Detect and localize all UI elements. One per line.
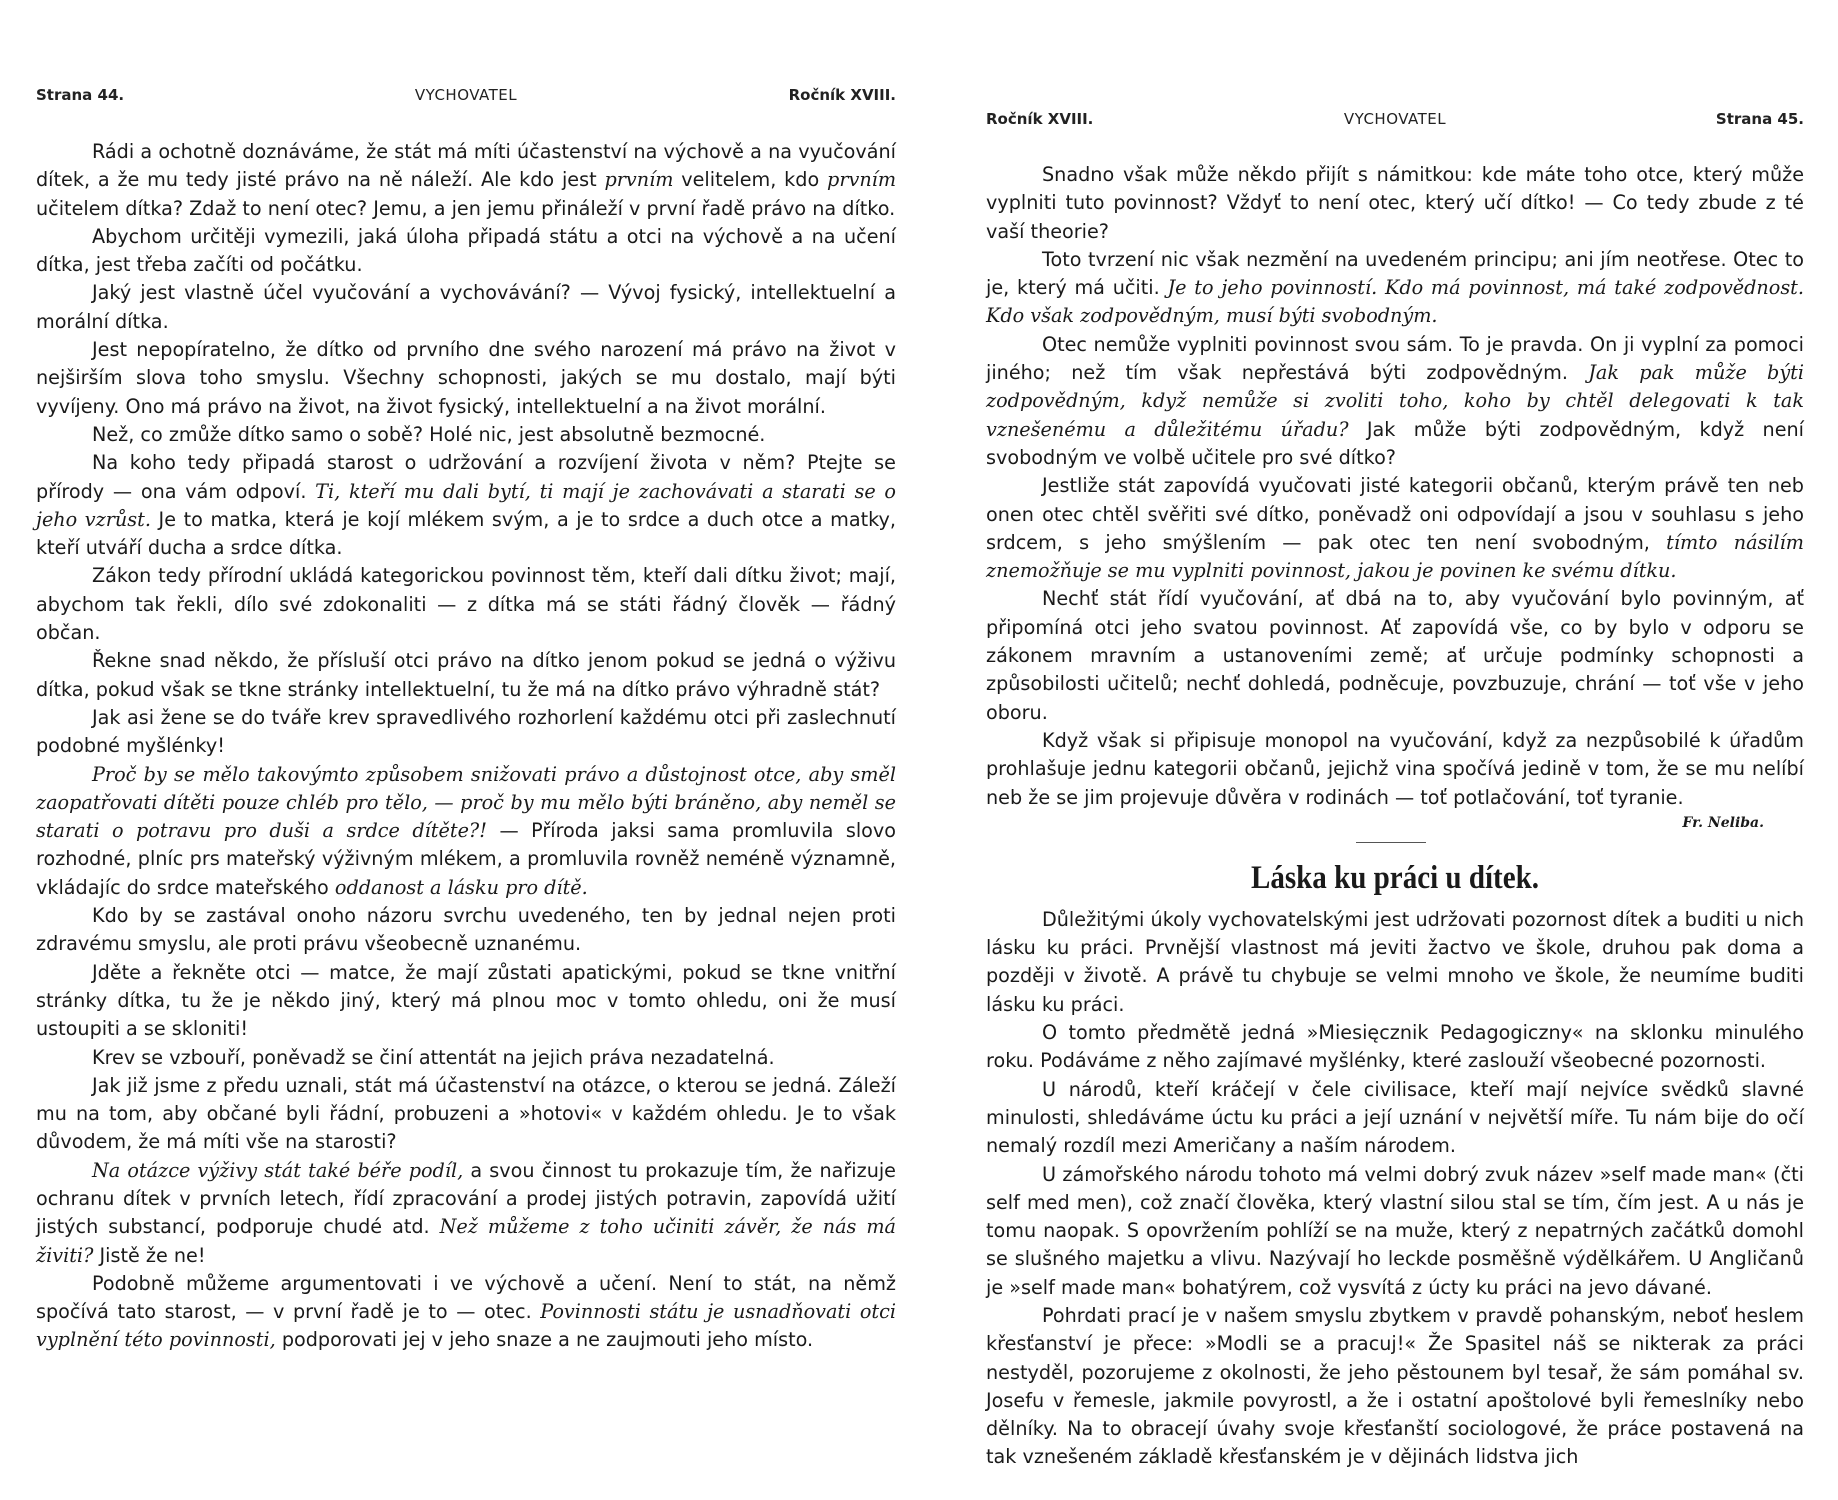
article-one-continuation (986, 161, 1804, 812)
paragraph (36, 279, 896, 336)
text-run: Kdo by se zastával onoho názoru svrchu uvedeného, ten by jednal nejen proti zdravému smyslu, ale proti právu všeobecně uznanému. (36, 904, 896, 956)
text-run: Jaký jest vlastně účel vyučování a vychovávání? — Vývoj fysický, intellektuelní a morální dítka. (36, 281, 896, 333)
paragraph (986, 246, 1804, 331)
text-run: Rádi a ochotně doznáváme, že stát má míti účastenství na výchově a na vyučování dítek, a že mu tedy jisté právo na ně náleží. Ale kdo jest (36, 140, 896, 192)
paragraph (36, 1270, 896, 1355)
text-run: podporovati jej v jeho snaze a ne zaujmouti jeho místo. (275, 1328, 814, 1352)
text-run: O tomto předmětě jedná »Miesięcznik Pedagogiczny« na sklonku minulého roku. Podáváme z něho zajímavé myšlénky, které zaslouží všeobecné pozornosti. (986, 1021, 1804, 1073)
text-run: Podobně můžeme argumentovati i ve výchově a učení. Není to stát, na němž spočívá tato starost, — v první řadě je to — otec. (36, 1271, 896, 1324)
text-run: Nechť stát řídí vyučování, ať dbá na to, aby vyučování bylo povinným, ať připomíná otci jeho svatou povinnost. Ať zapovídá vše, co by bylo v odporu se zákonem mravním a ustanoveními země; ať určuje podmínky schopnosti a způsobilosti učitelů; nechť dohledá, podněcuje, povzbuzuje, chrání — toť vše v jeho oboru. (986, 587, 1804, 724)
paragraph (986, 1076, 1804, 1161)
left-page-body (36, 138, 896, 1355)
paragraph (36, 959, 896, 1044)
paragraph (36, 1072, 896, 1157)
paragraph (986, 906, 1804, 1019)
paragraph (36, 647, 896, 704)
text-run: Řekne snad někdo, že přísluší otci právo na dítko jenom pokud se jedná o výživu dítka, pokud však se tkne stránky intellektuelní, tu že má na dítko právo výhradně stát? (36, 649, 896, 701)
paragraph (986, 727, 1804, 812)
paragraph (36, 902, 896, 959)
text-run: Je to matka, která je kojí mlékem svým, a je to srdce a duch otce a matky, kteří utváří ducha a srdce dítka. (36, 507, 896, 560)
italic-text: oddanost a lásku pro dítě. (334, 875, 588, 899)
paragraph (986, 331, 1804, 472)
right-journal-title: VYCHOVATEL (1343, 110, 1447, 128)
text-run: Na koho tedy připadá starost o udržování a rozvíjení života v něm? Ptejte se přírody — ona vám odpoví. (36, 451, 896, 503)
italic-text: Je to jeho povinností. Kdo má povinnost, má také zodpovědnost. Kdo však zodpovědným, musí býti svobodným. (986, 276, 1804, 328)
text-run: Jděte a řekněte otci — matce, že mají zůstati apatickými, pokud se tkne vnitřní stránky dítka, tu že je někdo jiný, který má plnou moc v tomto ohledu, oni že musí ustoupiti a se skloniti! (36, 960, 896, 1041)
paragraph (36, 1044, 896, 1072)
paragraph (986, 161, 1804, 246)
left-page-number: Strana 44. (36, 86, 125, 104)
text-run: Pohrdati prací je v našem smyslu zbytkem v pravdě pohanským, neboť heslem křesťanství je přece: »Modli se a pracuj!« Že Spasitel náš se nikterak za práci nestyděl, pozorujeme z okolnosti, že jeho pěstounem byl tesař, že sám pomáhal sv. Josefu v řemesle, jakmile povyrostl, a že i ostatní apoštolové byli řemeslníky nebo dělníky. Na to obracejí úvahy svoje křesťanští sociologové, že práce postavená na tak vznešeném základě křesťanském je v dějinách lidstva jich (986, 1303, 1804, 1469)
text-run: Zákon tedy přírodní ukládá kategorickou povinnost těm, kteří dali dítku život; mají, abychom tak řekli, dílo své zdokonaliti — z dítka má se státi řádný člověk — řádný občan. (36, 564, 896, 645)
author-signature: Fr. Neliba. (1682, 814, 1764, 831)
paragraph (986, 1019, 1804, 1076)
right-volume: Ročník XVIII. (986, 110, 1094, 128)
paragraph (36, 223, 896, 280)
text-run: velitelem, kdo (673, 168, 828, 192)
article-two-body (986, 906, 1804, 1472)
text-run: Krev se vzbouří, poněvadž se činí attentát na jejich práva nezadatelná. (92, 1045, 775, 1069)
paragraph (36, 138, 896, 223)
italic-text: tímto násilím znemožňuje se mu vyplniti povinnost, jakou je povinen ke svému dítku. (986, 530, 1804, 583)
text-run: Jak již jsme z předu uznali, stát má účastenství na otázce, o kterou se jedná. Záleží mu na tom, aby občané byli řádní, probuzeni a »hotovi« v každém ohledu. Je to však důvodem, že má míti vše na starosti? (36, 1073, 896, 1154)
text-run: Otec nemůže vyplniti povinnost svou sám. To je pravda. On ji vyplní za pomoci jiného; než tím však nepřestává býti zodpovědným. (986, 332, 1804, 385)
text-run: Jak může býti zodpovědným, když není svobodným ve volbě učitele pro své dítko? (986, 417, 1804, 469)
italic-text: Jak pak může býti zodpovědným, když nemůže si zvoliti toho, koho by chtěl delegovati k tak vznešenému a důležitému úřadu? (986, 361, 1805, 441)
left-volume: Ročník XVIII. (788, 86, 896, 104)
italic-text: Povinnosti státu je usnadňovati otci vyplnění této povinnosti, (36, 1300, 896, 1352)
paragraph (36, 421, 896, 449)
paragraph (36, 704, 896, 761)
text-run: Důležitými úkoly vychovatelskými jest udržovati pozornost dítek a buditi u nich lásku ku práci. Prvnější vlastnost má jeviti žactvo ve škole, druhou pak doma a později v životě. A právě tu chybuje se velmi mnoho ve škole, že neumíme buditi lásku ku práci. (986, 907, 1804, 1016)
italic-text: Proč by se mělo takovýmto způsobem snižovati právo a důstojnost otce, aby směl zaopatřovati dítěti pouze chléb pro tělo, — proč by mu mělo býti bráněno, aby neměl se starati o potravu pro duši a srdce dítěte?! (36, 762, 896, 843)
paragraph (986, 1302, 1804, 1472)
article-title: Láska ku práci u dítek. (1250, 859, 1540, 896)
italic-text: prvním (827, 168, 897, 192)
text-run: Jestliže stát zapovídá vyučovati jisté kategorii občanů, kterým právě ten neb onen otec chtěl svěřiti své dítko, poněvadž oni odpovídají a jsou v souhlasu s jeho srdcem, s jeho smýšlením — pak otec ten není svobodným, (986, 474, 1804, 554)
right-page-number: Strana 45. (1715, 110, 1804, 128)
left-journal-title: VYCHOVATEL (414, 86, 518, 104)
italic-text: Ti, kteří mu dali bytí, ti mají je zachovávati a starati se o jeho vzrůst. (36, 479, 896, 531)
text-run: Když však si připisuje monopol na vyučování, když za nezpůsobilé k úřadům prohlašuje jednu kategorii občanů, jejichž vina spočívá jedině v tom, že se mu nelíbí neb že se jim projevuje důvěra v rodinách — toť potlačování, toť tyranie. (986, 728, 1804, 809)
paragraph (986, 1161, 1804, 1302)
text-run: Toto tvrzení nic však nezmění na uvedeném principu; ani jím neotřese. Otec to je, který má učiti. (986, 247, 1804, 300)
paragraph (36, 336, 896, 421)
text-run: a svou činnost tu prokazuje tím, že nařizuje ochranu dítek v prvních letech, řídí zpracování a prodej jistých potravin, zapovídá užití jistých substancí, podporuje chudé atd. (36, 1158, 896, 1239)
italic-text: Než můžeme z toho učiniti závěr, že nás má živiti? (36, 1215, 896, 1267)
text-run: Jest nepopíratelno, že dítko od prvního dne svého narození má právo na život v nejširším slova toho smyslu. Všechny schopnosti, jakých se mu dostalo, mají býti vyvíjeny. Ono má právo na život, na život fysický, intellektuelní a na život morální. (36, 338, 896, 418)
text-run: Než, co zmůže dítko samo o sobě? Holé nic, jest absolutně bezmocné. (92, 422, 766, 446)
text-run: učitelem dítka? Zdaž to není otec? Jemu, a jen jemu přináleží v první řadě právo na dítko. (36, 196, 896, 220)
paragraph (986, 472, 1804, 585)
paragraph (36, 761, 896, 902)
paragraph (36, 449, 896, 562)
paragraph (36, 562, 896, 647)
text-run: Jistě že ne! (93, 1243, 206, 1267)
text-run: — Příroda jaksi sama promluvila slovo rozhodné, plníc prs mateřský výživným mlékem, a promluvila rovněž neméně významně, vkládajíc do srdce mateřského (36, 819, 896, 899)
text-run: U národů, kteří kráčejí v čele civilisace, kteří mají nejvíce svědků slavné minulosti, shledáváme úctu ku práci a její uznání v největší míře. Tu nám bije do očí nemalý rozdíl mezi Američany a naším národem. (986, 1077, 1804, 1158)
paragraph (36, 1157, 896, 1270)
italic-text: prvním (604, 168, 674, 192)
text-run: Snadno však může někdo přijít s námitkou: kde máte toho otce, který může vyplniti tuto povinnost? Vždyť to není otec, který učí dítko! — Co tedy zbude z té vaší theorie? (986, 163, 1804, 243)
text-run: Abychom určitěji vymezili, jaká úloha připadá státu a otci na výchově a na učení dítka, jest třeba začíti od počátku. (36, 224, 896, 277)
text-run: U zámořského národu tohoto má velmi dobrý zvuk název »self made man« (čti self med men), což značí člověka, který vlastní silou stal se tím, čím jest. A u nás je tomu naopak. S opovržením pohlíží se na muže, který z nepatrných začátků domohl se slušného majetku a vlivu. Nazývají ho leckde posměšně výdělkářem. U Angličanů je »self made man« bohatýrem, což vysvítá z úcty ku práci na jevo dávané. (986, 1162, 1804, 1299)
paragraph (986, 585, 1804, 726)
section-divider (986, 834, 1804, 854)
text-run: Jak asi žene se do tváře krev spravedlivého rozhorlení každému otci při zaslechnutí podobné myšlénky! (36, 705, 896, 758)
italic-text: Na otázce výživy stát také béře podíl, (92, 1158, 464, 1182)
right-page-body (986, 161, 1804, 1472)
